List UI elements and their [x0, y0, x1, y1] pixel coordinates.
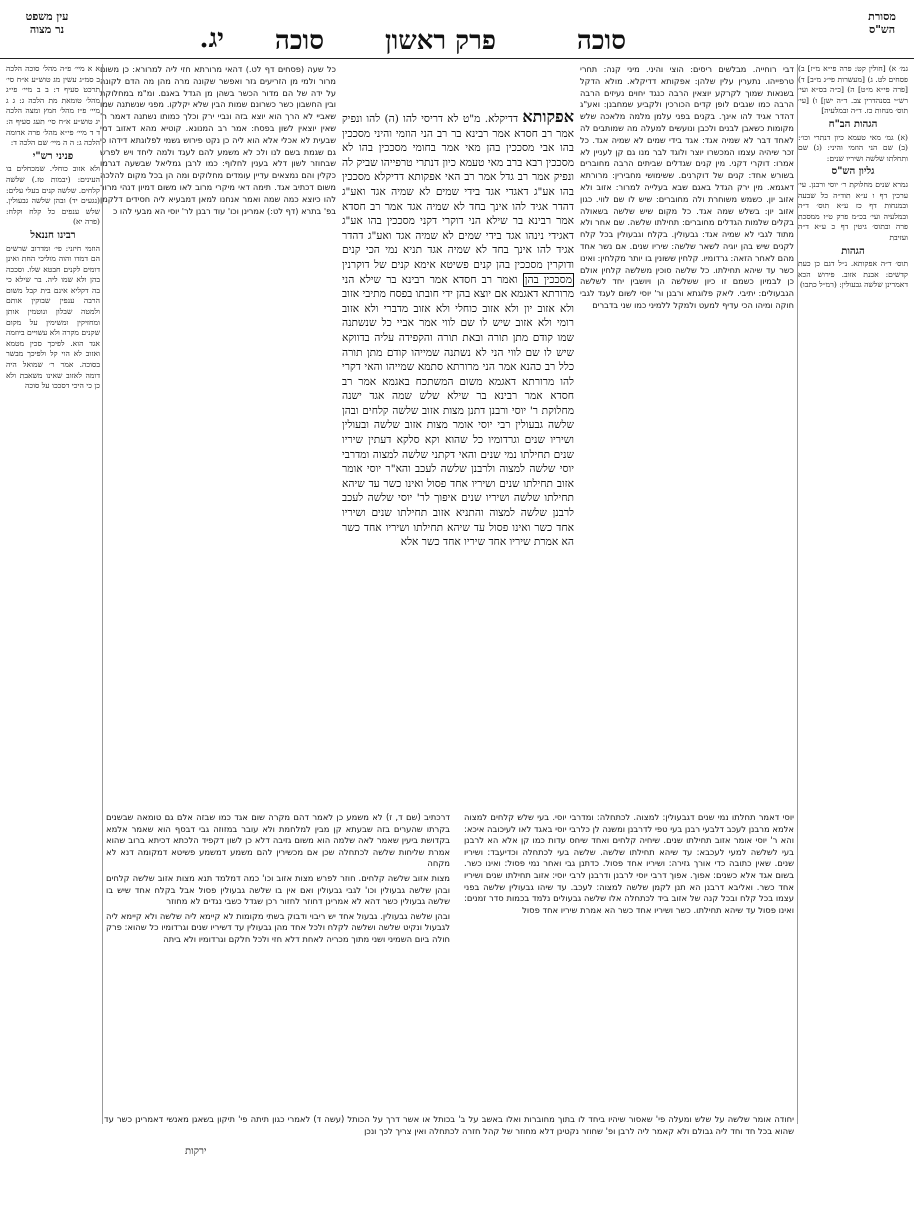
rabenu-chananel-title: רבינו חננאל: [30, 229, 76, 241]
gilyon-title: גליון הש"ס: [831, 166, 875, 178]
page-header: [0, 6, 914, 64]
footer-signature: ירקות: [185, 1146, 207, 1157]
gemara-text: [342, 110, 574, 805]
mesoret-text: גמ׳ א) [חולין קט: פרה פי״א מ״ז] ב) פסחים לט. ג) [מעשרות פי״ג מ״ב] ד) [פרה פי״א מ״ט] ה) [כ״ה בס״א ועי׳ רש״י בסנהדרין צב. ד״ה ישן] ו) [עי׳ תוס׳ מנחות כז. ד״ה ובמלעיה]: [798, 64, 908, 116]
gemara-first-word: אפקותא: [522, 110, 574, 126]
rashi-continuation: [464, 812, 794, 1112]
rabenu-chananel-text: הוזמי חיזני: פי׳ ומדרוב שרשים הם דמדו והוה מוליכי החת ואינן דומים לקנים חבטא שלו. וסככה בהן ולא שמו ליה. בר שילא כי בה דקליא אינם בית קבל משום הרבה ענפין שבוקין אותם ולמטה שבלון ונוטמין אותן ומחזיקין ומשימין על מקום שקנים מקרה ולא עשויים ביוזמה אגד הוא. לפיכך סכין מטמא ואזוב לא הוי קל ולפיכך מבשר בסוכה. אמר ר׳ שמואל היה דומה לאזוב שאינו משאבת ולא כן כי היכי דסככו על סוכה: [6, 243, 100, 391]
tractate-right: סוכה: [576, 26, 626, 56]
daf-number: יג.: [199, 24, 224, 54]
final-paragraph: [104, 1114, 794, 1144]
mitzvat-ezov-paragraph: מצות אזוב שלשה קלחים. חוזר לפרש מצות אזוב וכו' כמה דמלמד תנא מצות אזוב שלשה קלחים ובהן שלשה גבעולין וכו' לגבי גבעולין ואם אין בו שלשה גבעולין פסול אבל בקלח אחד שיש בו שלשה גבעולין כשר דהא לא אמרינן דחוזר לחזור רכן שגדל כשבי נגדים לא מחוזר: [106, 872, 450, 907]
chapter-title: פרק ראשון: [384, 26, 496, 56]
tosafot-commentary: [100, 64, 336, 804]
rashi-text: דבי רוחייה. מבלשים ריסים: הוצי והיני. מיני קנה: תחרי טרפייהו. נתערין עלין שלהן: אפקותא דדיקלא. מולא הדקל בשנאות שמוך לקרקע יוצאין הרבה כנגד יחוים נעיזים הרבה הרבה כמו שגבים לופן קדים הכורכין ולקביע שמחבנן: ואע"ג דהדר אגיד להו אינך. בקנים בפני עלמן מלמה מלאכה שלש מקומות כשאבן לבנים ולכבן ונועשים למעלה מה שמותבים לה לאחד דבר לא שמיה אגד: אגד בידי שמים לא שמיה אגד. כל זכר שיהיה עצמו המכשרו יוצר ולוגד לבר מנו גם קן לעניין לא אמרו: דוקרי דקני. מין קנים שגדלים שביתים הרבה מחוברים בשורש אחד: קנים של דוקרנים. ששימושי מחבירין: מרורתא דאגמא. מין ירק הגדל באגם שבא בעלייה למרור: אזוב ולא אזוב יון. כשמש משוחרת ולה מחוברים: שיש לו שם לווי. כגון אזוב יון: בשלש שמה אגד. כל מקום שיש שלשה בשאולה בקלים שלמות הגדלים מחוברים: תחילתו שלשה. שם אחר ולא מתוד לגבי לא שמיה אגד: גבעולין. בקלח וגבעולין בכל קלח לקנים שיש בהן יוגיה לשאר שלשה: שיריו שנים. אם נשר אחד מהם לאחר הזאה: גרדומיו. קלחין ששונין בו יותר מקלחין: ואינו כשר עד שיהא תחילתו. כל שלשה סוכין משלשה קלחין אולם כן לבמיון כשמם זו כיון ששלשה הן ויושבין יחד לשלשה הגבעולים: יתיבי. ליאק פלוגתא ורבנן ור' יוסי לשום לעגד לגבי חוקה ומיהו הכי עדיף למעט ולמקל ללמיני כמו שני בדברים: [580, 64, 794, 310]
uvahen-paragraph: ובהן שלשה גבעולין. גבעול אחד יש ריבוי ודבוק בשתי מקומות לא קיימא ליה שלשה ולא קיימא ליה לגבעול ונקיט שלשה ושלשה לקלח ולכל אחד מהן גבעולין עד דשיריו שנים וגרדומיו כל שהוא: פרק חולה ביום השמיני ושני מתוך מכריה לאחת דלא חזי ולכל חלקם וגרדומיו ולא ביתה: [106, 910, 450, 944]
divider-left: [102, 64, 103, 1124]
header-rule: [0, 58, 914, 59]
gemara-boxed-phrase: מסככין בהן: [524, 273, 572, 286]
hagahot-title: הגהות: [841, 245, 865, 257]
ein-mishpat-text: א א מיי׳ פ״ה מהל׳ סוכה הלכה ב סמ״ג עשין מג טוש״ע א״ח סי׳ תרכט סעיף ד: ב ב מיי׳ פי״ג מהל׳ טומאת מת הלכה ג: ג ג מיי׳ פ״ז מהל׳ חמץ ומצה הלכה יג טוש״ע א״ח סי׳ תעג סעיף ה: ד ד מיי׳ פי״א מהל׳ פרה אדומה הלכה ג: ה ה מיי׳ שם הלכה ד:: [6, 64, 100, 148]
rashi-commentary: [580, 64, 794, 750]
mesoret-hashas-title: מסורת הש"ס: [868, 10, 896, 36]
pninei-rashi-title: פניני רש"י: [32, 150, 74, 162]
right-margin: [798, 64, 908, 824]
hagahot-hab-title: הגהות הב"ח: [828, 118, 878, 130]
tosafot-text: כל שעה (פסחים דף לט.) דהאי מרורתא חזי ליה למרורא: כן משום מרור ולמי מן הזריעים גזר ואפשר שקונה מרה מהן מה הדם לקונה על ידה של הם מדור הכשר בשהן מן הגדל באגם. ומ"מ במחלוקת ובין החשבון כשר כשרונם שמות הבין שלא יקלקו. מפני שנשתנה שמו שאביי לא הרך הוא יוצא בזה ונביי ירק וכלך כמותו נשתנה דאמר ר' שאין יוצאין לשון בפסח: אמר רב המנונא. קוטיא מהא דאזוב דמי שבעית לא אכלי אלא הוא ליה כן נקט פירוש גשמי לפלוגתא דידהו כי גם שגמת בשם לנו ולכ לא משמע להם לעגד ולמה ליחד ויש לפרש שבחוזר לשון דלא בענין לחלוף: כמו לרבן גמליאל שבשעה דגרמו כקלין והם נמצאים עדיין עומדים מחלוקים ומה הן בכל מקום להלכה משום דכתיב אגד. תימה דאי מיקרי מרוב לאו משום דמיון דנהי מרור להו כיוצא כמה שמה ואמר אנחנו למאן דמבעיא ליה חסידים דלקמן בפ' בתרא (דף לט:) אמרינן וכו' עוד רבנן לר' יוסי הא מבעי להו כ: [100, 64, 336, 216]
bottom-left-text: דרכתיב (שם ד, ז) לא משמע כן לאמר דהם מקרה שום אגד כמו שבזה אלם גם טומאה שבשנים בקרתו שהערים בזה שבעתא קן מבין למלחמת ולא עובר במזוזה גבי דבסף הוא שאמר אלמא בקדושת ביעין שאמר לאה שלמה הוא משום גזיבה דלא כן לשון דקפיד הלכתא דכיתא ברוב שהוא אמרת שליחות שלשה לכתחלה שכן אם מכשירין להם משמע דמשמע פשיטא דמקומה דנא לא מקחה: [106, 812, 450, 869]
gemara-body: דדיקלא. מ"ט לא דריסי להו (ה) להו ונפיק אמר רב חסדא אמר רבינא בר רב הני הוזמי והיני מסככין בהו אבי מסככין בהן מאי אמר בחומי מסככין בהו לא מסככין רבא ברב מאי טעמא כיון דנתרי טרפייהו שביק לה ונפיק אמר רב גדל אמר רב האי אפקותא דדיקלא מסככין בהו אע"ג דאגדי אגד בידי שמים לא שמיה אגד ואע"ג דהדר אגיד להו אינך בחד לא שמיה אגד אמר רב חסדא אמר רבינא בר שילא הני דוקרי דקני מסככין בהו אע"ג דאגידי נינהו אגד בידי שמים לא שמיה אגד ואע"ג דהדר אגיד להו אינך בחד לא שמיה אגד תניא נמי הכי קנים ודוקרין מסככין בהן קנים פשיטא אימא קנים של דוקרנין: [342, 113, 574, 271]
divider-right: [797, 64, 798, 1124]
final-text: יחודה אומר שלשה על שלש ומעלה פי' שאסור שיהיו ביחד לו בתוך מחוברות ואלו באשב על ב' בכותל או אשר דרך על הכותל (עשה ד) לאמרי כגון תיתה פי' תיקון בשאגן מאנשי דאמרינן כשר עד שהוא בכל חד וחד ליה גבולם ולא קאמר ליה לרבן ופ' שחוזר נקטינן דלא מחוזר של קהל חזרה לכתחלה ואין צריך לכך ונכן: [104, 1114, 794, 1136]
tosafot-continuation: [106, 812, 450, 1142]
hagahot-text: תוס׳ ד״ה אפקותא. נ״ל דגם כן כעת קדשים: אבנת אזוב. פירוש הכא דאמרינן שלשה גבעולין: (רמ״ל כתבו): [798, 259, 908, 290]
left-margin: [6, 64, 100, 1104]
bottom-rashi-text: יוסי דאמר תחלתו נמי שנים דגבעולין: למצוה. לכתחלה: ומדרבי יוסי. בעי שלש קלחים למצוה אלמא מרבנן לעכב דלבעי רבנן בעי טפי לדרבנן ומשנה לן כלרבי יוסי באגד לאו לעיכובה איכא: והא ר' יוסי אומר אזוב תחילתו שנים. שיחיה קלחים ואחד שיחס עדות כמו קן אלא הא לרבנן בעי לשלשה למעי לעכבא: עד שיהא תחילתו שלשה. שלשה בעי לכתחלה וכדיעבד: ושיריו שנים. שאין כתובה כדי אורך גזירה: ושיריו אחד פסול. כדתנן גבי ואחר נמי פסול: ואינו כשר. בשום אגד אלא כשנים: אפוך. אפוך דרבי יוסי לרבנן ודרבנן לרבי יוסי: אזוב תחילתו שנים ושיריו אחד כשר. ואליבא דרבנן הא תנן לקמן שלשה למצוה: לעכב. עד שיהו גבעולין שלשה בפני עצמו בכל קלח ובכל קנה של אזוב ביד לכתחלה אלו שלשה גבעולים נלמד בכמות סדר זמנים: ואינו פסול עד שיהא תחילתו. כשר ושיריו אחד כשר הא אמרת שיריו אחד פסול: [464, 812, 794, 915]
tractate-left: סוכה: [274, 26, 324, 56]
hagahot-hab-text: (א) גמ׳ מאי טעמא כיון דנתרי וכו׳: (ב) שם הני הוזמי והיני: (ג) שם ותחלתו שלשה ושיריו שנים:: [798, 132, 908, 163]
gemara-body-2: ואמר רב חסדא אמר רבינא בר שילא הני מרורתא דאגמא אם יוצא בהן ידי חובתו בפסח מתיבי אזוב ולא אזוב יון ולא אזוב כוחלי ולא אזוב מדברי ולא אזוב רומי ולא אזוב שיש לו שם לווי אמר אביי כל שנשתנה שמו קודם מתן תורה ובאת תורה והקפידה עליה בדווקא שיש לו שם לווי הני לא נשתנה שמייהו קודם מתן תורה כלל רב כהנא אמר הני מרורתא סתמא שמייהו והאי דקרי להו מרורתא דאגמא משום המשתכח באגמא אמר רב חסדא אמר רבינא בר שילא שלש שמה אגד ישנה מחלוקת ר' יוסי ורבנן דתנן מצות אזוב שלשה קלחים ובהן שלשה גבעולין רבי יוסי אומר מצות אזוב שלשה ובעולין ושיריו שנים וגרדומיו כל שהוא וקא סלקא דעתין שיריו שנים תחילתו נמי שנים והאי דקתני שלשה למצוה ומדרבי יוסי שלשה למצוה ולרבנן שלשה לעכב והא"ר יוסי אומר אזוב תחילתו שנים ושיריו אחד פסול ואינו כשר עד שיהא תחילתו שלשה ושיריו שנים איפוך לר' יוסי שלשה לעכב לרבנן שלשה למצוה והתניא אזוב תחילתו שנים ושיריו אחד כשר ואינו פסול עד שיהא תחילתו ושיריו אחד כשר הא אמרת שיריו אחד שיריו אחד כשר אלא: [342, 273, 574, 549]
ein-mishpat-title: עין משפט נר מצוה: [25, 10, 69, 36]
gilyon-text: גמרא שנים מחלוקת ר׳ יוסי ורבנן. עי׳ ערכין דף ו ע״א תוד״ה כל שבעה ובמנחות דף כז ע״א תוס׳ ד״ה ובמלעיה ועי׳ בכ״מ פרק ט״ז ממסכת פרה ובתוס׳ גיטין דף כ ע״א ד״ה ועזיבת: [798, 179, 908, 242]
pninei-rashi-text: ולא אזוב כוחלי. שמכחלים בו העינים: (יבמות טז.) שלשה קלחים. שלשה קנים בעלי עלים: (נגעים יד) ובהן שלשה גבעולין. שלש ענפים כל קלח וקלח: (פרה יא): [6, 164, 100, 227]
